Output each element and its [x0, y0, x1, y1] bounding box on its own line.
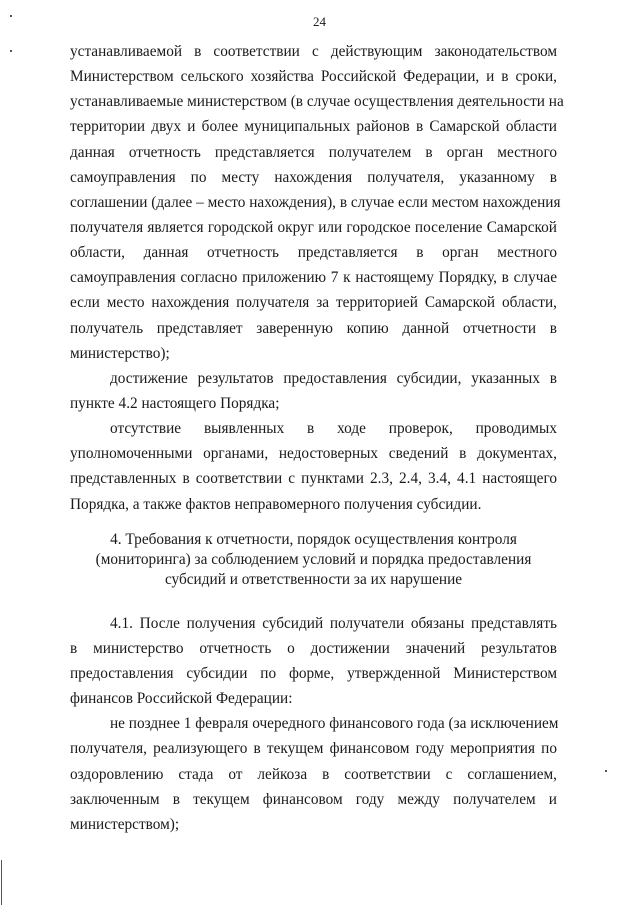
text-line: данная отчетность представляется получателем в орган местного — [70, 143, 557, 161]
text-line: территории двух и более муниципальных районов в Самарской области — [70, 118, 557, 136]
scan-speck — [10, 15, 12, 17]
scan-speck — [10, 50, 12, 52]
heading-line: 4. Требования к отчетности, порядок осуществления контроля — [110, 530, 517, 548]
text-line: если место нахождения получателя за территорией Самарской области, — [70, 294, 557, 312]
text-line: получателя является городской округ или городское поселение Самарской — [70, 218, 557, 236]
text-line: Министерством сельского хозяйства Российской Федерации, и в сроки, — [70, 68, 557, 86]
scan-edge-line — [1, 860, 2, 905]
paragraph-block-section-4 — [70, 611, 557, 837]
text-line: получатель представляет заверенную копию данной отчетности в — [70, 319, 557, 337]
spacer — [70, 517, 557, 530]
text-line: уполномоченными органами, недостоверных сведений в документах, — [70, 445, 557, 463]
heading-line: (мониторинга) за соблюдением условий и порядка предоставления — [95, 550, 532, 568]
text-line: оздоровлению стада от лейкоза в соответствии с соглашением, — [70, 765, 557, 783]
text-line: министерством); — [70, 815, 180, 833]
heading-line: субсидий и ответственности за их нарушение — [164, 570, 463, 588]
text-line: самоуправления по месту нахождения получателя, указанному в — [70, 168, 557, 186]
text-line: заключенным в текущем финансовом году между получателем и — [70, 790, 557, 808]
text-line: устанавливаемой в соответствии с действующим законодательством — [70, 43, 557, 60]
text-line: предоставления субсидии по форме, утвержденной Министерством — [70, 664, 557, 682]
text-line: устанавливаемые министерством (в случае осуществления деятельности на — [70, 93, 564, 111]
text-line: финансов Российской Федерации: — [70, 690, 293, 708]
text-line: области, данная отчетность представляется в орган местного — [70, 244, 557, 262]
document-body — [70, 39, 564, 837]
text-line: не позднее 1 февраля очередного финансового года (за исключением — [110, 715, 559, 733]
text-line: соглашении (далее – место нахождения), в случае если местом нахождения — [70, 193, 561, 211]
text-line: достижение результатов предоставления субсидии, указанных в — [110, 369, 557, 387]
text-line: пункте 4.2 настоящего Порядка; — [70, 394, 280, 412]
text-line: Порядка, а также фактов неправомерного получения субсидии. — [70, 495, 482, 513]
text-line: получателя, реализующего в текущем финансовом году мероприятия по — [70, 740, 557, 758]
text-line: министерство); — [70, 344, 170, 362]
spacer — [70, 590, 557, 611]
text-line: в министерство отчетность о достижении значений результатов — [70, 639, 557, 657]
paragraph-block-reporting — [70, 39, 564, 517]
text-line: 4.1. После получения субсидий получатели обязаны представлять — [110, 614, 557, 632]
scan-speck — [605, 770, 607, 772]
text-line: отсутствие выявленных в ходе проверок, проводимых — [110, 420, 557, 438]
text-line: самоуправления согласно приложению 7 к настоящему Порядку, в случае — [70, 269, 557, 287]
text-line: представленных в соответствии с пунктами 2.3, 2.4, 3.4, 4.1 настоящего — [70, 470, 557, 488]
page-number: 24 — [313, 14, 326, 29]
section-heading — [70, 530, 557, 590]
